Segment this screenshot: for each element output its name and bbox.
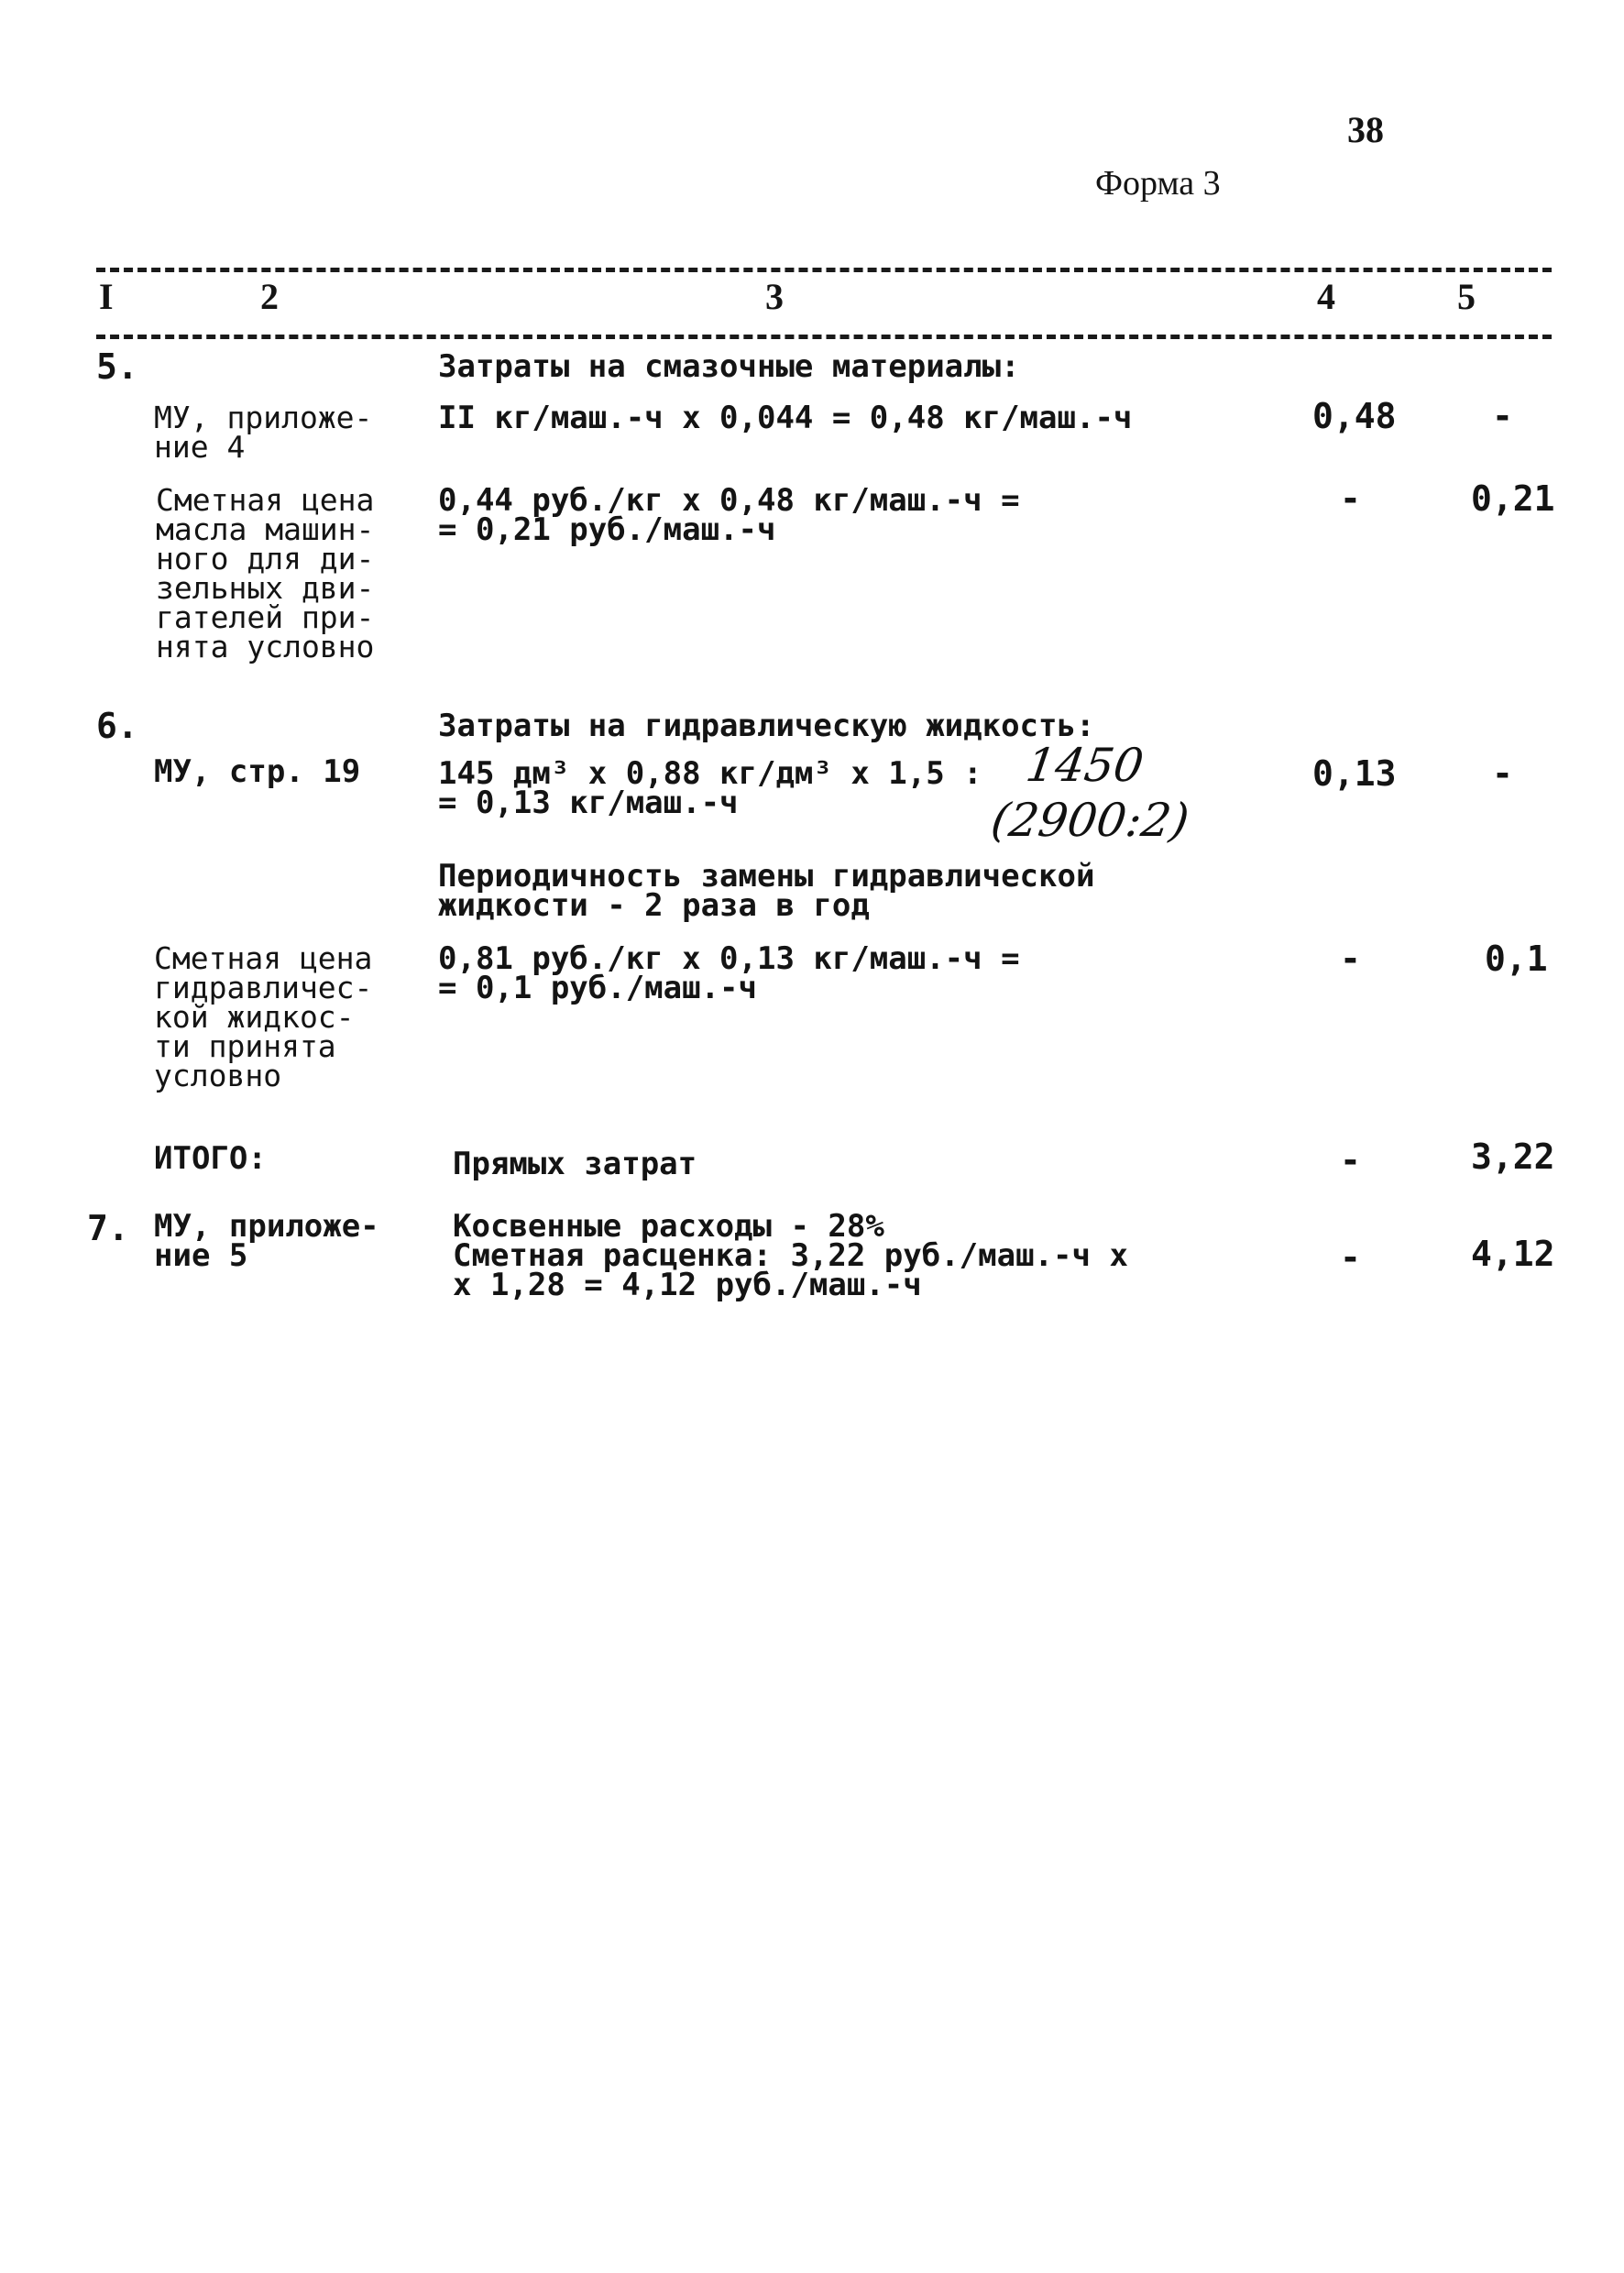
total-label: ИТОГО:: [154, 1140, 267, 1177]
section-6-heading: Затраты на гидравлическую жидкость:: [438, 708, 1095, 744]
section-6-col5-price: 0,1: [1485, 939, 1548, 979]
section-7-text: Косвенные расходы - 28% Сметная расценка: 3,22 руб./маш.-ч х х 1,28 = 4,12 руб./маш.-ч: [453, 1208, 1128, 1303]
column-header-1: I: [99, 276, 114, 317]
column-header-5: 5: [1457, 276, 1476, 317]
form-label: Форма 3: [1095, 164, 1221, 203]
section-6-calculation: 145 дм³ х 0,88 кг/дм³ х 1,5 : = 0,13 кг/маш.-ч: [438, 755, 982, 821]
total-text: Прямых затрат: [453, 1146, 697, 1182]
section-5-col5-value: -: [1492, 396, 1513, 436]
section-5-col5-price: 0,21: [1471, 478, 1555, 519]
section-5-price-label: Сметная цена масла машин- ного для ди- зельных дви- гателей при- нята условно: [156, 482, 375, 664]
section-5-number: 5.: [96, 346, 138, 387]
section-7-reference: МУ, приложе- ние 5: [154, 1208, 379, 1274]
section-5-reference: МУ, приложе- ние 4: [154, 400, 373, 465]
total-col5-value: 3,22: [1471, 1136, 1555, 1177]
section-6-number: 6.: [96, 706, 138, 746]
section-7-col5-value: 4,12: [1471, 1234, 1555, 1274]
handwritten-annotation-2900: (2900:2): [987, 794, 1192, 847]
section-6-col4-value: 0,13: [1312, 753, 1397, 794]
section-5-col4-value: 0,48: [1312, 396, 1397, 436]
section-5-col4-price: -: [1340, 478, 1361, 519]
section-5-heading: Затраты на смазочные материалы:: [438, 348, 1020, 385]
section-5-calculation: II кг/маш.-ч х 0,044 = 0,48 кг/маш.-ч: [438, 400, 1133, 436]
section-7-number: 7.: [87, 1208, 129, 1248]
column-header-3: 3: [765, 276, 784, 317]
section-6-col4-price: -: [1340, 939, 1361, 979]
column-header-4: 4: [1317, 276, 1335, 317]
section-6-note: Периодичность замены гидравлической жидкости - 2 раза в год: [438, 858, 1095, 924]
table-header-rule: [96, 335, 1552, 339]
section-6-col5-value: -: [1492, 753, 1513, 794]
section-5-price-calculation: 0,44 руб./кг х 0,48 кг/маш.-ч = = 0,21 руб./маш.-ч: [438, 482, 1020, 548]
handwritten-annotation-1450: 1450: [1022, 739, 1147, 792]
section-6-price-calculation: 0,81 руб./кг х 0,13 кг/маш.-ч = = 0,1 руб./маш.-ч: [438, 940, 1020, 1006]
section-6-reference: МУ, стр. 19: [154, 753, 361, 790]
page-number: 38: [1347, 109, 1384, 150]
section-6-price-label: Сметная цена гидравличес- кой жидкос- ти принята условно: [154, 940, 373, 1093]
total-col4-value: -: [1340, 1140, 1361, 1180]
section-7-col4-value: -: [1340, 1237, 1361, 1278]
column-header-2: 2: [260, 276, 279, 317]
table-top-rule: [96, 268, 1552, 272]
